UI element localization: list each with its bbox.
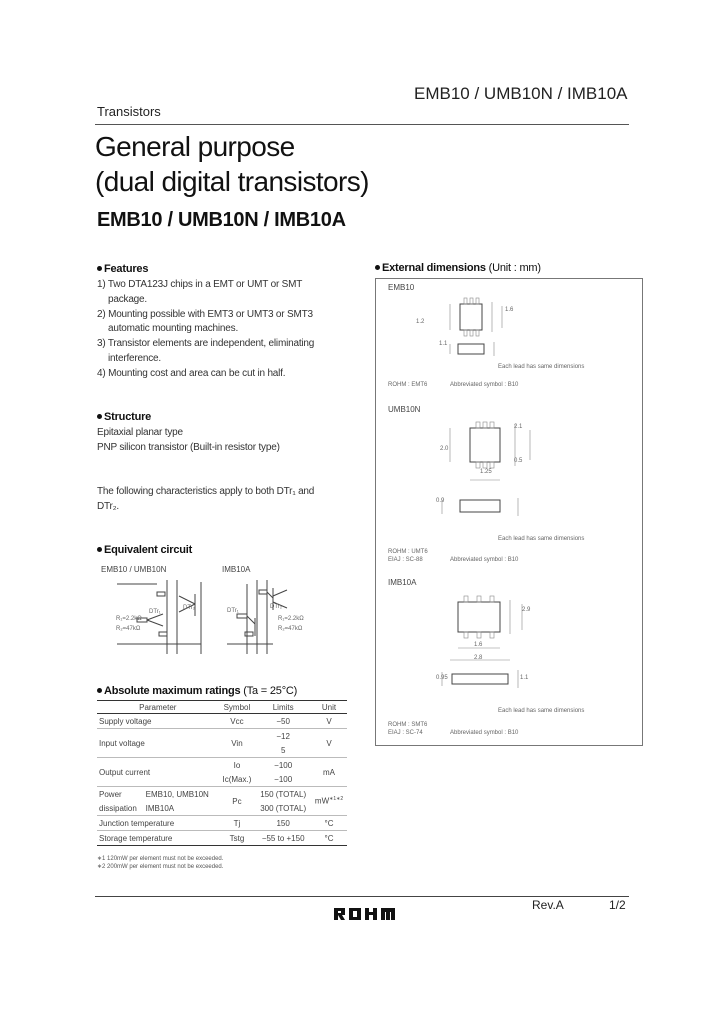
ratings-table — [97, 700, 347, 846]
feature-line: 4) Mounting cost and area can be cut in half. — [97, 367, 286, 379]
table-row: Supply voltage Vcc −50 V — [99, 716, 332, 726]
emb10-rohm: ROHM : EMT6 — [388, 382, 428, 388]
umb10n-package-drawing — [420, 418, 550, 533]
col-unit: Unit — [311, 701, 347, 714]
equivalent-circuit-diagram — [97, 574, 347, 674]
r1-label-left: R₁=2.2kΩ — [116, 616, 142, 622]
r1-label-right: R₁=2.2kΩ — [278, 616, 304, 622]
emb10-dim: 1.2 — [416, 319, 425, 325]
imb10a-dim: 1.6 — [474, 642, 483, 648]
umb10n-dim: 2.0 — [440, 446, 449, 452]
umb10n-dim: 1.25 — [480, 469, 492, 475]
external-dimensions-heading: External dimensions (Unit : mm) — [375, 262, 541, 274]
bullet-icon — [97, 688, 102, 693]
umb10n-dim: 0.9 — [436, 498, 445, 504]
page-title-line2: (dual digital transistors) — [95, 166, 369, 197]
imb10a-rohm: ROHM : SMT6 — [388, 722, 428, 728]
circuit-label-imb: IMB10A — [222, 565, 251, 574]
header-category: Transistors — [97, 104, 161, 119]
equivalent-circuit-heading: Equivalent circuit — [97, 544, 192, 556]
bullet-icon — [97, 547, 102, 552]
emb10-dim: 1.1 — [439, 341, 448, 347]
emb10-note: Each lead has same dimensions — [498, 364, 585, 370]
table-row: Input voltage Vin −12 V — [97, 729, 347, 744]
page-title-line1: General purpose — [95, 131, 295, 162]
circuit-label-emb-umb: EMB10 / UMB10N — [101, 565, 167, 574]
table-header-row — [97, 701, 347, 714]
col-parameter: Parameter — [97, 701, 219, 714]
characteristics-note: The following characteristics apply to both DTr₁ and DTr₂. — [97, 486, 315, 512]
table-row: dissipation IMB10A 300 (TOTAL) — [99, 803, 307, 813]
structure-line: Epitaxial planar type — [97, 427, 183, 438]
umb10n-rohm: ROHM : UMT6 — [388, 549, 428, 555]
page-number: 1/2 — [609, 898, 626, 912]
feature-line: interference. — [108, 352, 161, 364]
emb10-label: EMB10 — [388, 283, 415, 292]
bullet-icon — [97, 266, 102, 271]
feature-line: 2) Mounting possible with EMT3 or UMT3 or SMT3 — [97, 308, 313, 320]
imb10a-eiaj: EIAJ : SC-74 — [388, 730, 423, 736]
emb10-package-drawing — [430, 294, 530, 364]
emb10-abbr: Abbreviated symbol : B10 — [450, 382, 519, 388]
table-row: Output current Io −100 mA — [97, 758, 347, 773]
table-row: Ic(Max.) −100 — [222, 774, 293, 784]
bullet-icon — [97, 414, 102, 419]
dtr1-label-left: DTr₁ — [149, 609, 161, 615]
umb10n-label: UMB10N — [388, 405, 421, 414]
imb10a-dim: 0.95 — [436, 675, 448, 681]
umb10n-abbr: Abbreviated symbol : B10 — [450, 557, 519, 563]
umb10n-note: Each lead has same dimensions — [498, 536, 585, 542]
imb10a-dim: 1.1 — [520, 675, 529, 681]
structure-text — [97, 426, 280, 456]
table-row: 5 — [280, 745, 286, 755]
dtr2-label-left: DTr₂ — [183, 605, 196, 611]
feature-line: 1) Two DTA123J chips in a EMT or UMT or SMT — [97, 279, 303, 290]
umb10n-eiaj: EIAJ : SC-88 — [388, 557, 423, 563]
revision-label: Rev.A — [532, 898, 564, 912]
dtr2-label-right: DTr₂ — [270, 604, 283, 610]
rohm-logo-icon — [332, 906, 396, 922]
table-row: Power EMB10, UMB10N Pc 150 (TOTAL) $mW^{∗1∗2}$ — [97, 787, 347, 802]
bottom-divider — [95, 896, 629, 897]
r2-label-right: R₂=47kΩ — [278, 626, 303, 632]
imb10a-dim: 2.9 — [522, 607, 531, 613]
umb10n-dim: 2.1 — [514, 424, 523, 430]
page-subtitle: EMB10 / UMB10N / IMB10A — [97, 209, 346, 231]
features-heading: Features — [97, 263, 148, 275]
imb10a-abbr: Abbreviated symbol : B10 — [450, 730, 519, 736]
structure-heading: Structure — [97, 411, 151, 423]
r2-label-left: R₂=47kΩ — [116, 626, 141, 632]
top-divider — [95, 124, 629, 125]
structure-line: PNP silicon transistor (Built-in resistor type) — [97, 441, 280, 453]
col-limits: Limits — [255, 701, 311, 714]
bullet-icon — [375, 265, 380, 270]
imb10a-dim: 2.8 — [474, 655, 483, 661]
footnote: ∗2 200mW per element must not be exceeded. — [97, 864, 224, 870]
col-symbol: Symbol — [219, 701, 256, 714]
table-row: Storage temperature Tstg −55 to +150 °C — [97, 831, 347, 846]
imb10a-label: IMB10A — [388, 578, 417, 587]
ratings-heading: Absolute maximum ratings (Ta = 25°C) — [97, 685, 297, 697]
footnote: ∗1 120mW per element must not be exceeded. — [97, 856, 224, 862]
table-row: Junction temperature Tj 150 °C — [97, 816, 347, 831]
umb10n-dim: 0.5 — [514, 458, 523, 464]
features-list — [97, 278, 314, 382]
imb10a-note: Each lead has same dimensions — [498, 708, 585, 714]
feature-line: 3) Transistor elements are independent, eliminating — [97, 338, 315, 350]
header-part-numbers: EMB10 / UMB10N / IMB10A — [414, 84, 628, 103]
emb10-dim: 1.6 — [505, 307, 514, 313]
feature-line: automatic mounting machines. — [108, 323, 239, 335]
feature-line: package. — [108, 293, 147, 305]
dtr1-label-right: DTr₁ — [227, 608, 239, 614]
